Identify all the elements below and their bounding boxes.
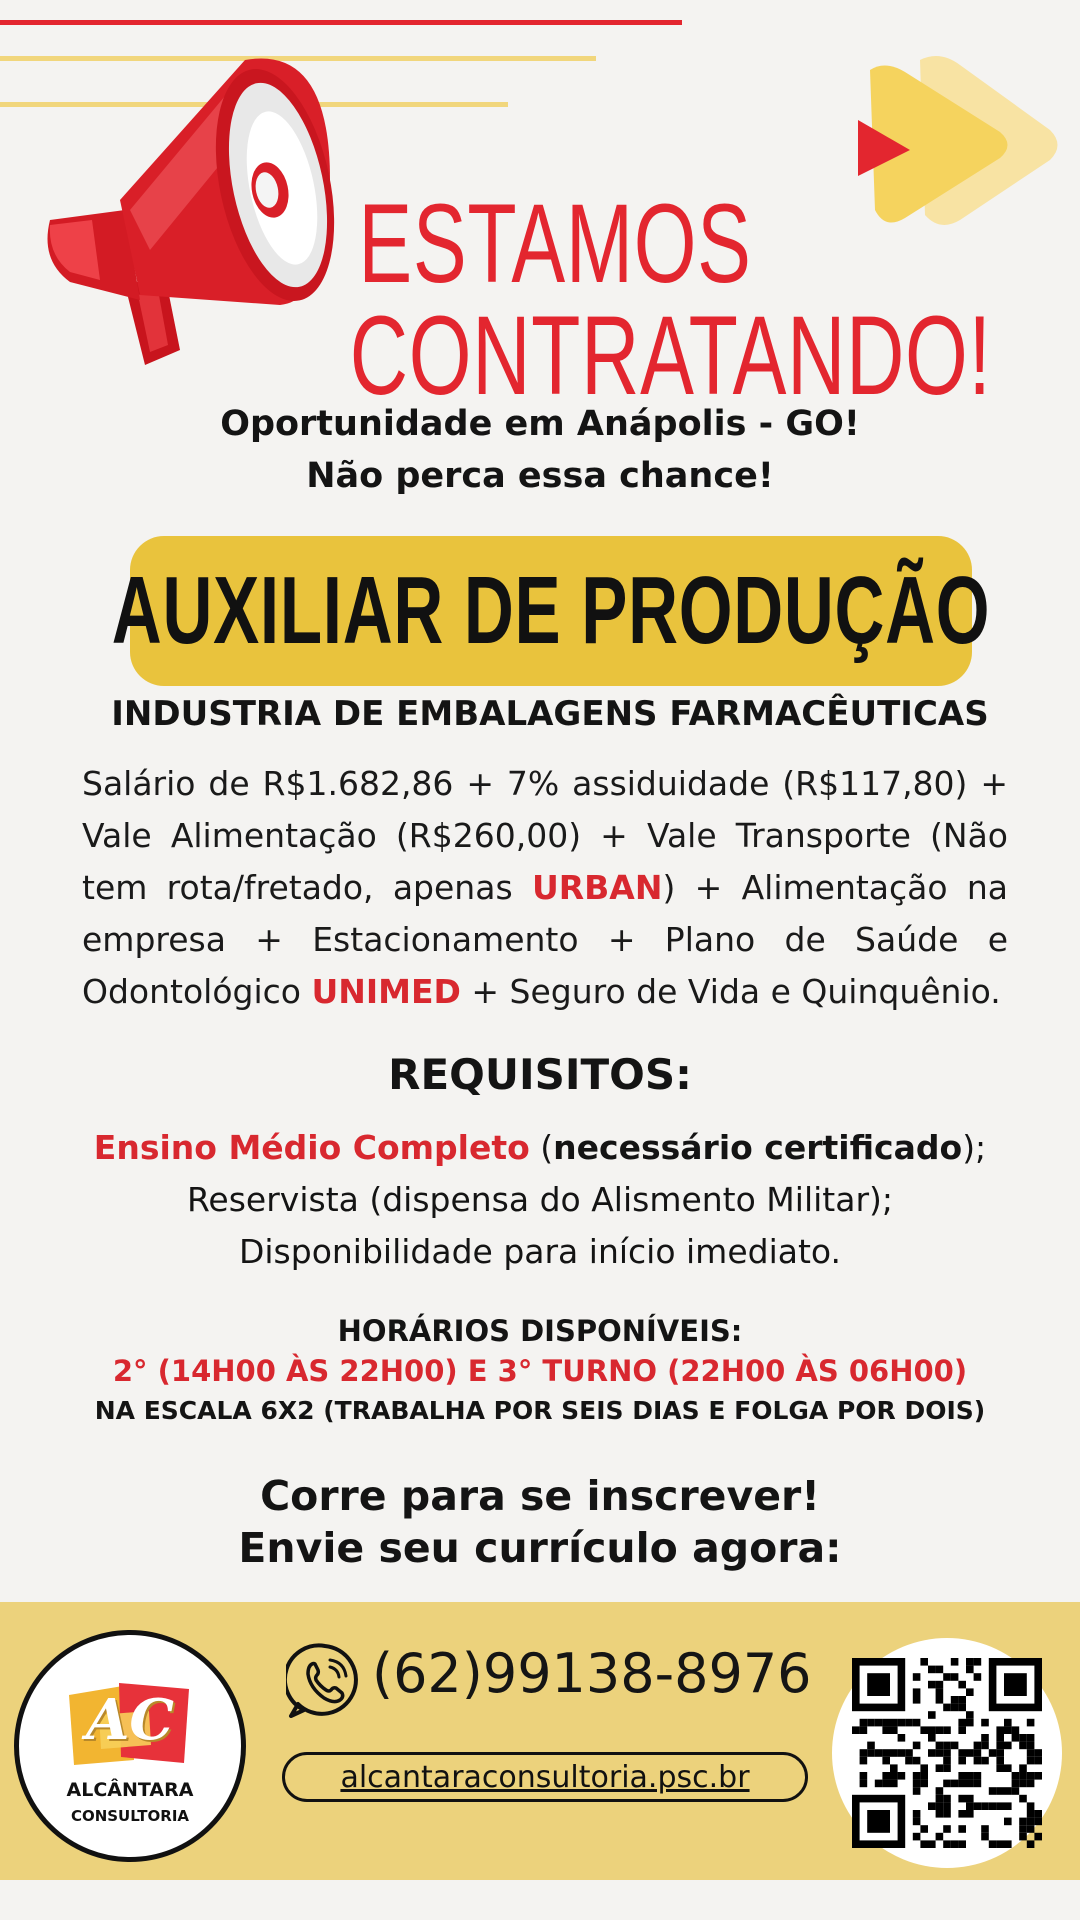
requirement-certificate: necessário certificado — [553, 1128, 963, 1167]
headline-line-2: CONTRATANDO! — [349, 293, 992, 418]
requirement-availability: Disponibilidade para início imediato. — [238, 1232, 842, 1271]
whatsapp-phone-icon[interactable] — [286, 1642, 364, 1720]
logo-monogram: AC — [85, 1687, 175, 1753]
logo-name: ALCÂNTARA — [66, 1779, 194, 1801]
requirements-heading: REQUISITOS: — [388, 1050, 692, 1099]
phone-number[interactable]: (62)99138-8976 — [372, 1642, 812, 1705]
qr-code-frame — [832, 1638, 1062, 1868]
requirement-education-close: ); — [962, 1128, 987, 1167]
benefits-text-2: ) + Alimentação na empresa + Estacionamento + Plano de Saúde e Odontológico — [82, 868, 1008, 1011]
play-arrows-icon — [850, 50, 1060, 230]
job-title-banner — [111, 536, 991, 686]
headline-line-1: ESTAMOS — [358, 181, 752, 306]
cta-line-2: Envie seu currículo agora: — [238, 1524, 842, 1572]
subtitle-line-1: Oportunidade em Anápolis - GO! — [220, 404, 860, 444]
requirement-military: Reservista (dispensa do Alismento Militar); — [186, 1180, 894, 1219]
megaphone-icon — [30, 50, 350, 370]
job-title: AUXILIAR DE PRODUÇÃO — [111, 557, 991, 664]
benefit-urban: URBAN — [531, 868, 663, 907]
qr-code-icon[interactable] — [852, 1658, 1042, 1848]
logo-subname: CONSULTORIA — [70, 1807, 190, 1825]
company-type: INDUSTRIA DE EMBALAGENS FARMACÊUTICAS — [111, 694, 989, 734]
benefits-text-3: + Seguro de Vida e Quinquênio. — [460, 972, 1001, 1011]
hours-scale: NA ESCALA 6X2 (TRABALHA POR SEIS DIAS E FOLGA POR DOIS) — [94, 1396, 986, 1425]
decor-line-red — [0, 20, 682, 25]
requirement-education-open: ( — [529, 1128, 554, 1167]
subtitle-line-2: Não perca essa chance! — [306, 456, 774, 496]
company-logo — [14, 1630, 246, 1862]
benefit-unimed: UNIMED — [311, 972, 461, 1011]
requirement-education-label: Ensino Médio Completo — [93, 1128, 530, 1167]
benefits-text-1: Salário de R$1.682,86 + 7% assiduidade (R$117,80) + Vale Alimentação (R$260,00) + Vale Transporte (Não tem rota/fretado, apenas — [82, 764, 1008, 907]
cta-line-1: Corre para se inscrever! — [260, 1472, 820, 1520]
hours-heading: HORÁRIOS DISPONÍVEIS: — [337, 1314, 743, 1348]
hours-shifts: 2° (14H00 ÀS 22H00) E 3° TURNO (22H00 ÀS 06H00) — [112, 1354, 968, 1388]
requirement-education — [0, 1128, 1080, 1167]
benefits-paragraph — [82, 758, 1008, 1018]
website-link[interactable]: alcantaraconsultoria.psc.br — [282, 1752, 808, 1802]
